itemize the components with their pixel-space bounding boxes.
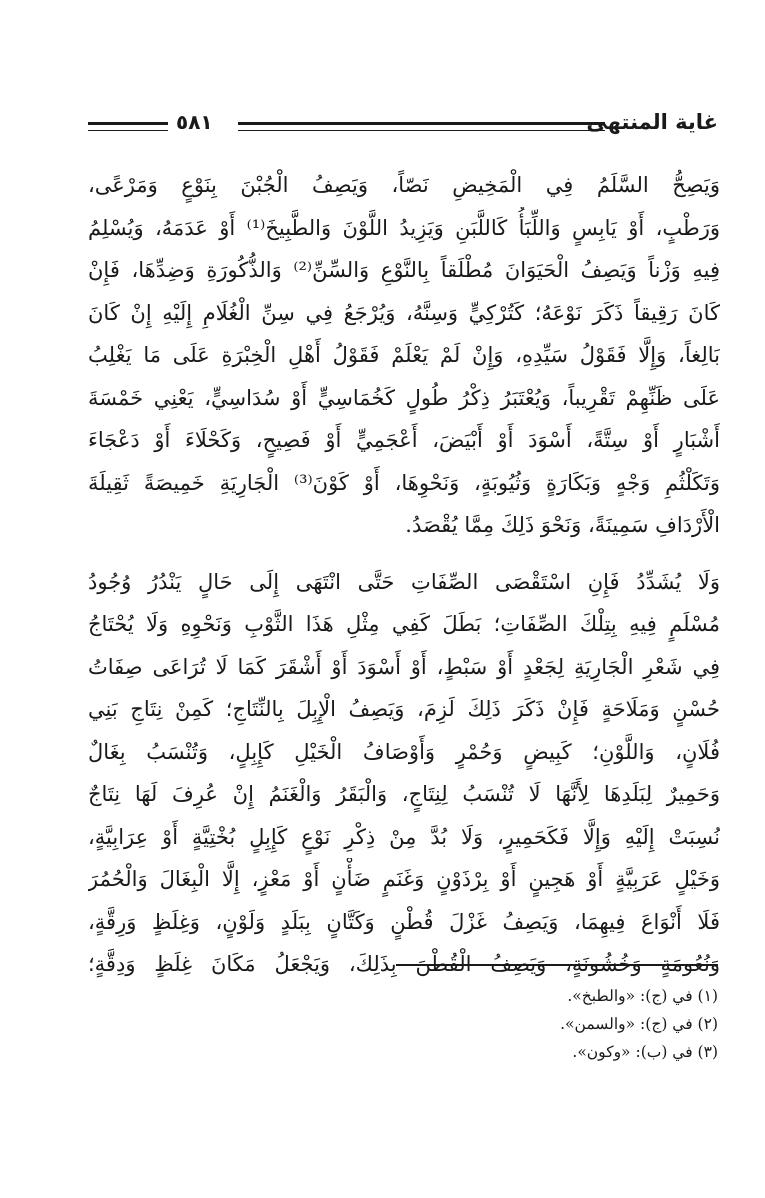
text-line: وَيَصِحُّ السَّلَمُ فِي الْمَخِيضِ نَصّاً، وَيَصِفُ الْجُبْنَ بِنَوْعٍ وَمَرْعًى،	[88, 173, 720, 197]
footnote-1: (١) في (ج): «والطبخ».	[567, 987, 718, 1005]
footnote-3: (٣) في (ب): «وكون».	[572, 1043, 718, 1061]
text-line: فُلَانٍ، وَاللَّوْنِ؛ كَبِيضٍ وَحُمْرٍ وَأَوْصَافُ الْخَيْلِ كَإِبِلٍ، وَتُنْسَبُ بِغَالٌ	[88, 739, 720, 764]
page-header	[88, 104, 718, 146]
footnote-2: (٢) في (ج): «والسمن».	[560, 1015, 718, 1033]
text-line: فَلَا أَنْوَاعَ فِيهِمَا، وَيَصِفُ غَزْلَ قُطْنٍ وَكَتَّانٍ بِبَلَدٍ وَلَوْنٍ، وَغِلَظٍ وَرِقَّةٍ،	[88, 909, 720, 934]
text-line: نُسِبَتْ إِلَيْهِ وَإِلَّا فَكَحَمِيرٍ، وَلَا بُدَّ مِنْ ذِكْرِ نَوْعٍ كَإِبِلٍ بُخْتِيَّةٍ أَوْ عِرَابِيَّةٍ،	[88, 824, 720, 849]
text-line: كَانَ رَقِيقاً ذَكَرَ نَوْعَهُ؛ كَتُرْكِيٍّ وَسِنَّهُ، وَيُرْجَعُ فِي سِنِّ الْغُلَامِ إِلَيْهِ إِنْ كَانَ	[88, 300, 720, 325]
text-line: حُسْنٍ وَمَلَاحَةٍ فَإِنْ ذَكَرَ ذَلِكَ لَزِمَ، وَيَصِفُ الْإِبِلَ بِالنِّتَاجِ؛ كَمِنْ نِتَاجِ بَنِي	[88, 697, 720, 721]
header-rule-left	[88, 122, 168, 131]
text-line: مُسْلَمٍ فِيهِ بِتِلْكَ الصِّفَاتِ؛ بَطَلَ كَفِي مِثْلِ هَذَا الثَّوْبِ وَنَحْوِهِ وَلَا يُحْتَاجُ	[88, 612, 720, 636]
main-text	[88, 164, 720, 986]
text-line: فِيهِ وَزْناً وَيَصِفُ الْحَيَوَانَ مُطْلَقاً بِالنَّوْعِ وَالسِّنِّ⁽²⁾ وَالذُّكُورَةِ وَضِدِّهَا، فَإِنْ	[88, 258, 720, 282]
text-line: وَرَطْبٍ، أَوْ يَابِسٍ وَاللِّبَأُ كَاللَّبَنِ وَيَزِيدُ اللَّوْنَ وَالطَّبِيخَ⁽¹⁾ أَوْ عَدَمَهُ، وَيُسْلِمُ	[88, 215, 720, 240]
text-line: فِي شَعْرِ الْجَارِيَةِ لِجَعْدٍ أَوْ سَبْطٍ، أَوْ أَسْوَدَ أَوْ أَشْقَرَ كَمَا لَا تُرَاعَى صِفَاتُ	[88, 654, 720, 679]
page-number: ٥٨١	[168, 110, 221, 134]
text-line: الْأَرْدَافِ سَمِينَةً، وَنَحْوَ ذَلِكَ مِمَّا يُقْصَدُ.	[405, 513, 720, 537]
paragraph-2	[88, 561, 720, 986]
text-line: بَالِغاً، وَإِلَّا فَقَوْلُ سَيِّدِهِ، وَإِنْ لَمْ يَعْلَمْ فَقَوْلُ أَهْلِ الْخِبْرَةِ عَلَى مَا يَغْلِبُ	[88, 343, 720, 367]
header-rule-right	[238, 122, 605, 131]
paragraph-1	[88, 164, 720, 547]
text-line: وَخَيْلٍ عَرَبِيَّةٍ أَوْ هَجِينٍ أَوْ بِرْذَوْنٍ وَغَنَمٍ ضَأْنٍ أَوْ مَعْزٍ، إِلَّا الْبِغَالَ وَالْحُمُرَ	[88, 867, 720, 891]
running-title: غاية المنتهى	[586, 110, 718, 134]
text-line: وَنُعُومَةٍ وَخُشُونَةٍ، وَيَصِفُ الْقُطْنَ بِذَلِكَ، وَيَجْعَلُ مَكَانَ غِلَظٍ وَدِقَّةٍ؛	[88, 952, 720, 976]
text-line: عَلَى ظَنِّهِمْ تَقْرِيباً، وَيُعْتَبَرُ ذِكْرُ طُولٍ كَخُمَاسِيٍّ أَوْ سُدَاسِيٍّ، يَعْنِي خَمْسَةَ	[88, 385, 720, 410]
text-line: وَلَا يُشَدِّدُ فَإِنِ اسْتَقْصَى الصِّفَاتِ حَتَّى انْتَهَى إِلَى حَالٍ يَنْدُرُ وُجُودُ	[88, 569, 720, 594]
footnote-separator	[396, 964, 718, 966]
footnotes	[330, 982, 718, 1066]
text-line: أَشْبَارٍ أَوْ سِتَّةً، أَسْوَدَ أَوْ أَبْيَضَ، أَعْجَمِيٍّ أَوْ فَصِيحٍ، وَكَحْلَاءَ أَوْ دَعْجَاءَ	[88, 428, 720, 452]
text-line: وَحَمِيرٌ لِبَلَدِهَا لِأَنَّهَا لَا تُنْسَبُ لِنِتَاجٍ، وَالْبَقَرُ وَالْغَنَمُ إِنْ عُرِفَ لَهَا نِتَاجٌ	[88, 782, 720, 806]
text-line: وَتَكَلْثُمِ وَجْهٍ وَبَكَارَةٍ وَثُيُوبَةٍ، وَنَحْوِهَا، أَوْ كَوْنَ⁽³⁾ الْجَارِيَةِ خَمِيصَةً ثَقِيلَةَ	[88, 470, 720, 495]
